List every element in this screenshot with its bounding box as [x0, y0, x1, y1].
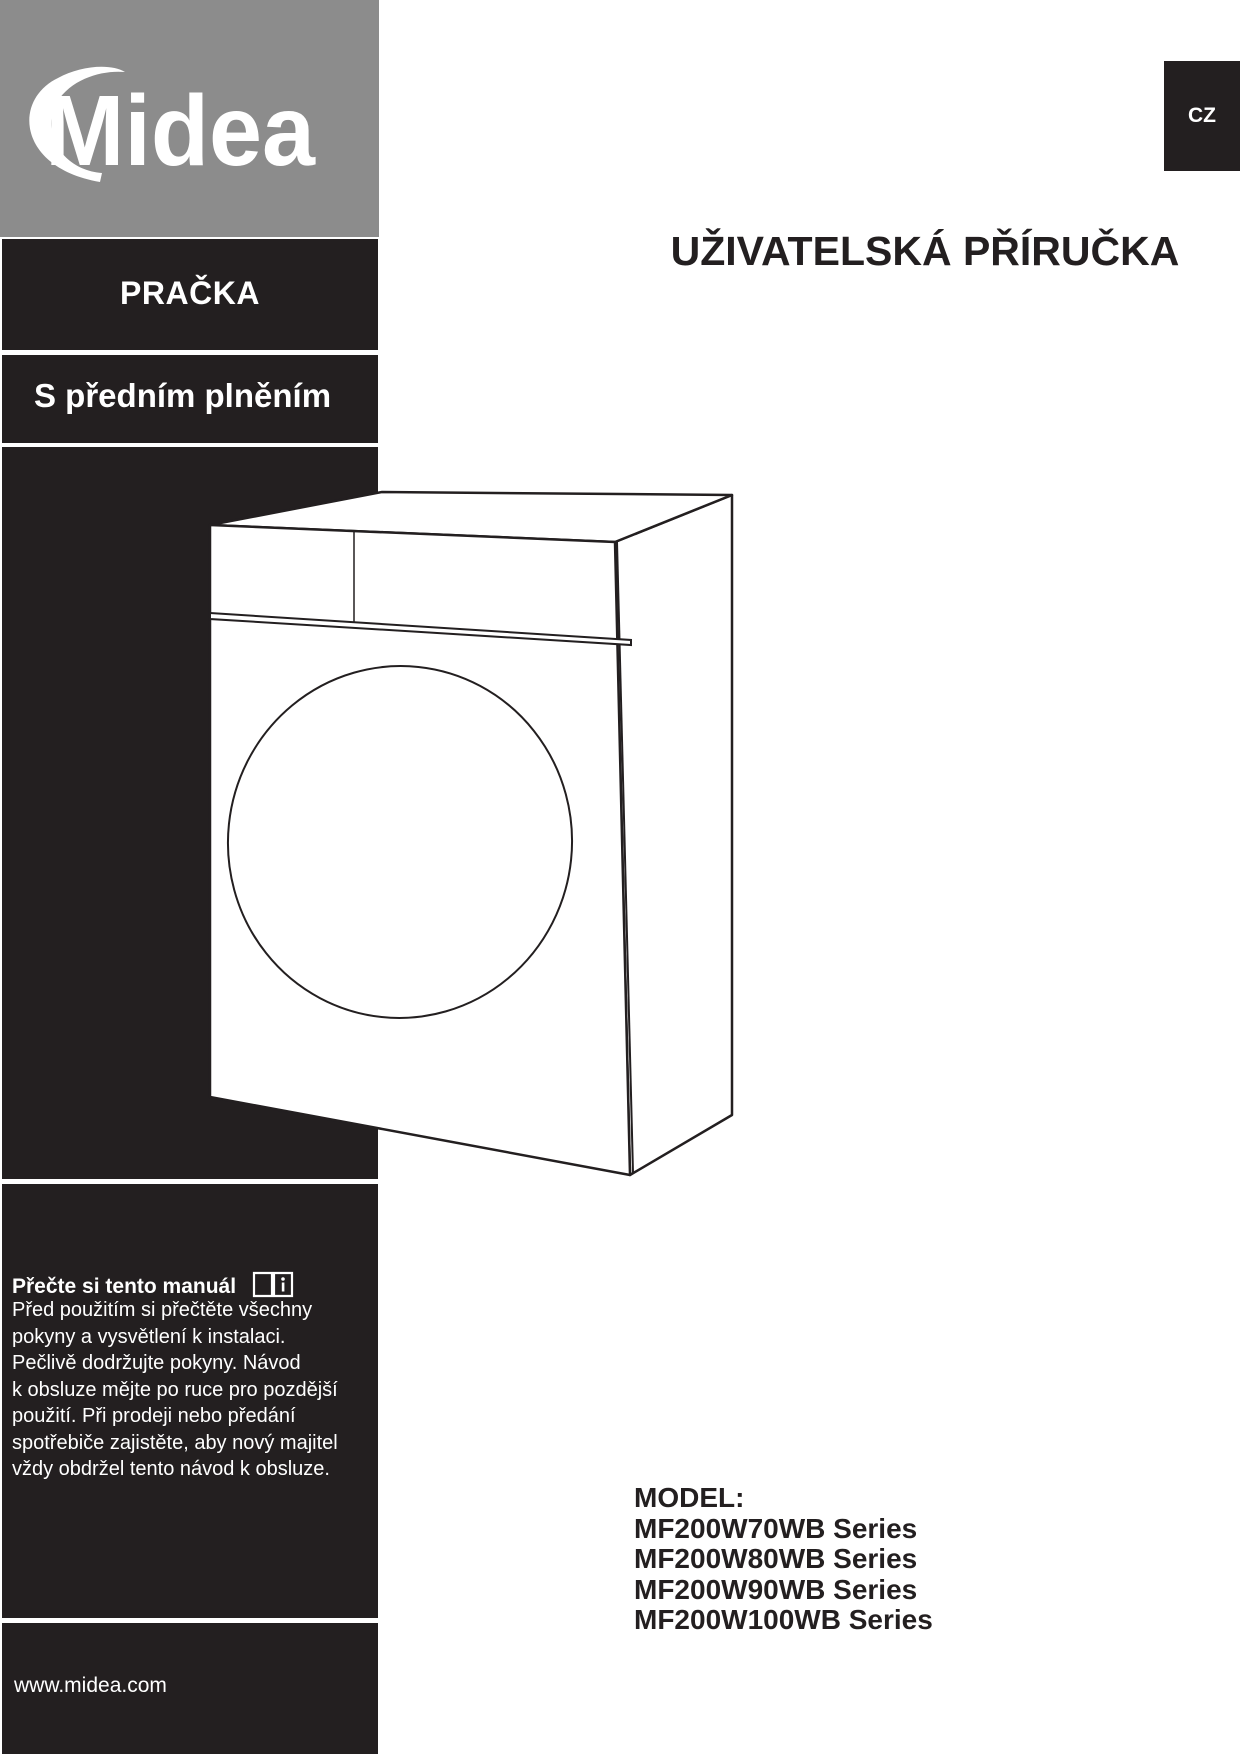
info-line: spotřebiče zajistěte, aby nový majitel	[12, 1431, 338, 1454]
logo-wordmark: Midea	[45, 75, 317, 187]
book-info-icon	[252, 1270, 294, 1298]
language-badge: CZ	[1164, 61, 1240, 171]
model-item: MF200W90WB Series	[634, 1573, 918, 1605]
product-subtitle: S předním plněním	[34, 377, 332, 414]
model-item: MF200W70WB Series	[634, 1512, 918, 1544]
info-line: Před použitím si přečtěte všechny	[12, 1299, 313, 1321]
info-line: použití. Při prodeji nebo předání	[12, 1405, 296, 1427]
product-title: PRAČKA	[120, 275, 260, 311]
info-line: vždy obdržel tento návod k obsluze.	[12, 1458, 330, 1480]
read-manual-heading	[12, 1270, 294, 1299]
subtitle-block	[2, 355, 378, 443]
model-block	[634, 1483, 933, 1636]
info-line: k obsluze mějte po ruce pro pozdější	[12, 1378, 338, 1401]
website-link[interactable]: www.midea.com	[14, 1674, 167, 1697]
washer-side-panel	[615, 495, 732, 1175]
read-manual-text	[12, 1297, 380, 1483]
product-block	[2, 239, 378, 350]
manual-title: UŽIVATELSKÁ PŘÍRUČKA	[670, 228, 1180, 274]
info-line: pokyny a vysvětlení k instalaci.	[12, 1325, 286, 1348]
info-line: Pečlivě dodržujte pokyny. Návod	[12, 1352, 301, 1374]
info-block	[2, 1184, 378, 1618]
read-manual-heading-text: Přečte si tento manuál	[12, 1275, 237, 1298]
footer-block	[2, 1623, 378, 1754]
model-item: MF200W100WB Series	[634, 1604, 933, 1635]
model-item: MF200W80WB Series	[634, 1543, 918, 1574]
logo-block	[0, 0, 379, 237]
model-label: MODEL:	[634, 1482, 745, 1513]
front-load-washer-illustration	[200, 480, 740, 1180]
midea-logo	[0, 0, 379, 237]
